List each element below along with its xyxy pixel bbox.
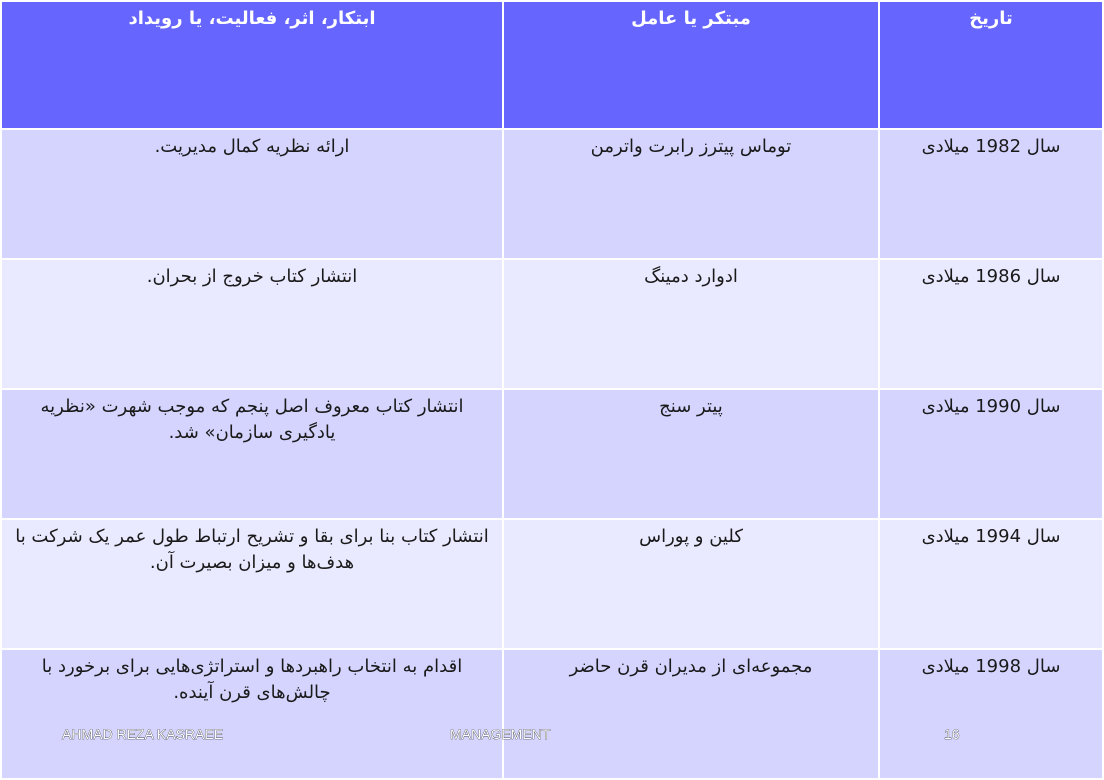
table-row bbox=[1, 389, 1103, 519]
footer-topic: MANAGEMENT bbox=[450, 726, 551, 742]
cell-date: سال 1986 میلادی bbox=[879, 259, 1103, 389]
cell-event: انتشار کتاب بنا برای بقا و تشریح ارتباط طول عمر یک شرکت با هدف‌ها و میزان بصیرت آن. bbox=[1, 519, 503, 649]
footer-author: AHMAD REZA KASRAEE bbox=[62, 726, 224, 742]
cell-person: پیتر سنج bbox=[503, 389, 879, 519]
cell-person: توماس پیترز رابرت واترمن bbox=[503, 129, 879, 259]
cell-date: سال 1982 میلادی bbox=[879, 129, 1103, 259]
cell-event: اقدام به انتخاب راهبردها و استراتژی‌هایی برای برخورد با چالش‌های قرن آینده. bbox=[1, 649, 503, 779]
cell-date: سال 1998 میلادی bbox=[879, 649, 1103, 779]
header-person: مبتکر یا عامل bbox=[503, 1, 879, 129]
header-event: ابتکار، اثر، فعالیت، یا رویداد bbox=[1, 1, 503, 129]
cell-event: انتشار کتاب معروف اصل پنجم که موجب شهرت «نظریه یادگیری سازمان» شد. bbox=[1, 389, 503, 519]
table-row bbox=[1, 129, 1103, 259]
table-header-row bbox=[1, 1, 1103, 129]
cell-person: ادوارد دمینگ bbox=[503, 259, 879, 389]
page-number: 16 bbox=[944, 726, 960, 742]
cell-event: ارائه نظریه کمال مدیریت. bbox=[1, 129, 503, 259]
cell-date: سال 1990 میلادی bbox=[879, 389, 1103, 519]
cell-date: سال 1994 میلادی bbox=[879, 519, 1103, 649]
cell-person: کلین و پوراس bbox=[503, 519, 879, 649]
header-date: تاریخ bbox=[879, 1, 1103, 129]
table-row bbox=[1, 259, 1103, 389]
table-row bbox=[1, 519, 1103, 649]
cell-person: مجموعه‌ای از مدیران قرن حاضر bbox=[503, 649, 879, 779]
cell-event: انتشار کتاب خروج از بحران. bbox=[1, 259, 503, 389]
table-row bbox=[1, 649, 1103, 779]
